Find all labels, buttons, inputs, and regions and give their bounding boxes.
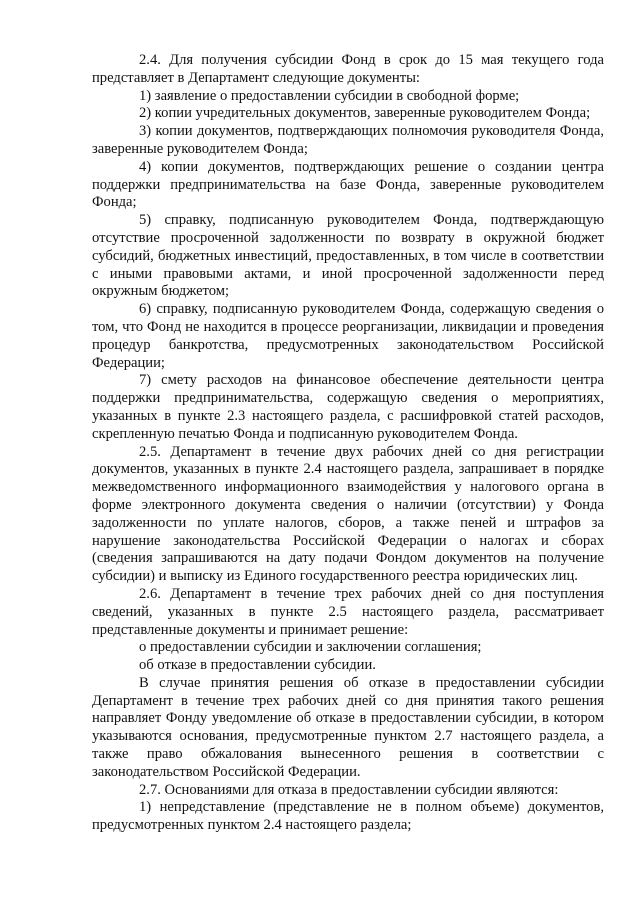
list-item-incomplete-documents: 1) непредставление (представление не в полном объеме) документов, предусмотренных пунктом 2.4 настоящего раздела; bbox=[92, 799, 604, 834]
decision-option-grant: о предоставлении субсидии и заключении соглашения; bbox=[139, 639, 482, 656]
list-item-authority-documents: 3) копии документов, подтверждающих полномочия руководителя Фонда, заверенные руководителем Фонда; bbox=[92, 123, 604, 157]
list-item-application: 1) заявление о предоставлении субсидии в свободной форме; bbox=[139, 87, 520, 104]
paragraph-2-7: 2.7. Основаниями для отказа в предоставлении субсидии являются: bbox=[139, 781, 559, 798]
paragraph-2-4: 2.4. Для получения субсидии Фонд в срок до 15 мая текущего года представляет в Департамент следующие документы: bbox=[92, 52, 604, 86]
paragraph-2-6: 2.6. Департамент в течение трех рабочих дней со дня поступления сведений, указанных в пункте 2.5 настоящего раздела, рассматривает представленные документы и принимает решение: bbox=[92, 585, 604, 638]
list-item-founding-documents: 2) копии учредительных документов, заверенные руководителем Фонда; bbox=[139, 105, 591, 122]
paragraph-2-5: 2.5. Департамент в течение двух рабочих дней со дня регистрации документов, указанных в пункте 2.4 настоящего раздела, запрашивает в порядке межведомственного информационного взаимодействия у налогового органа в форме электронного документа сведения о наличии (отсутствии) у Фонда задолженности по уплате налогов, сборов, а также пеней и штрафов за нарушение законодательства Российской Федерации о налогах и сборах (сведения запрашиваются на дату подачи Фондом документов на получение субсидии) и выписку из Единого государственного реестра юридических лиц. bbox=[92, 443, 604, 585]
list-item-no-reorganization-certificate: 6) справку, подписанную руководителем Фонда, содержащую сведения о том, что Фонд не находится в процессе реорганизации, ликвидации и проведения процедур банкротства, предусмотренных законодательством Российской Федерации; bbox=[92, 301, 604, 371]
list-item-no-debt-certificate: 5) справку, подписанную руководителем Фонда, подтверждающую отсутствие просроченной задолженности по возврату в окружной бюджет субсидий, бюджетных инвестиций, предоставленных, в том числе в соответствии с иными правовыми актами, и иной просроченной задолженности перед окружным бюджетом; bbox=[92, 212, 604, 300]
list-item-expense-estimate: 7) смету расходов на финансовое обеспечение деятельности центра поддержки предпринимательства, содержащую сведения о мероприятиях, указанных в пункте 2.3 настоящего раздела, с расшифровкой статей расходов, скрепленную печатью Фонда и подписанную руководителем Фонда. bbox=[92, 372, 604, 442]
list-item-center-creation-documents: 4) копии документов, подтверждающих решение о создании центра поддержки предпринимательства на базе Фонда, заверенные руководителем Фонда; bbox=[92, 158, 604, 211]
paragraph-refusal-notice: В случае принятия решения об отказе в предоставлении субсидии Департамент в течение трех рабочих дней со дня принятия такого решения направляет Фонду уведомление об отказе в предоставлении субсидии, в котором указываются основания, предусмотренные пунктом 2.7 настоящего раздела, а также право обжалования вынесенного решения в соответствии с законодательством Российской Федерации. bbox=[92, 674, 604, 780]
decision-option-refusal: об отказе в предоставлении субсидии. bbox=[139, 657, 376, 674]
